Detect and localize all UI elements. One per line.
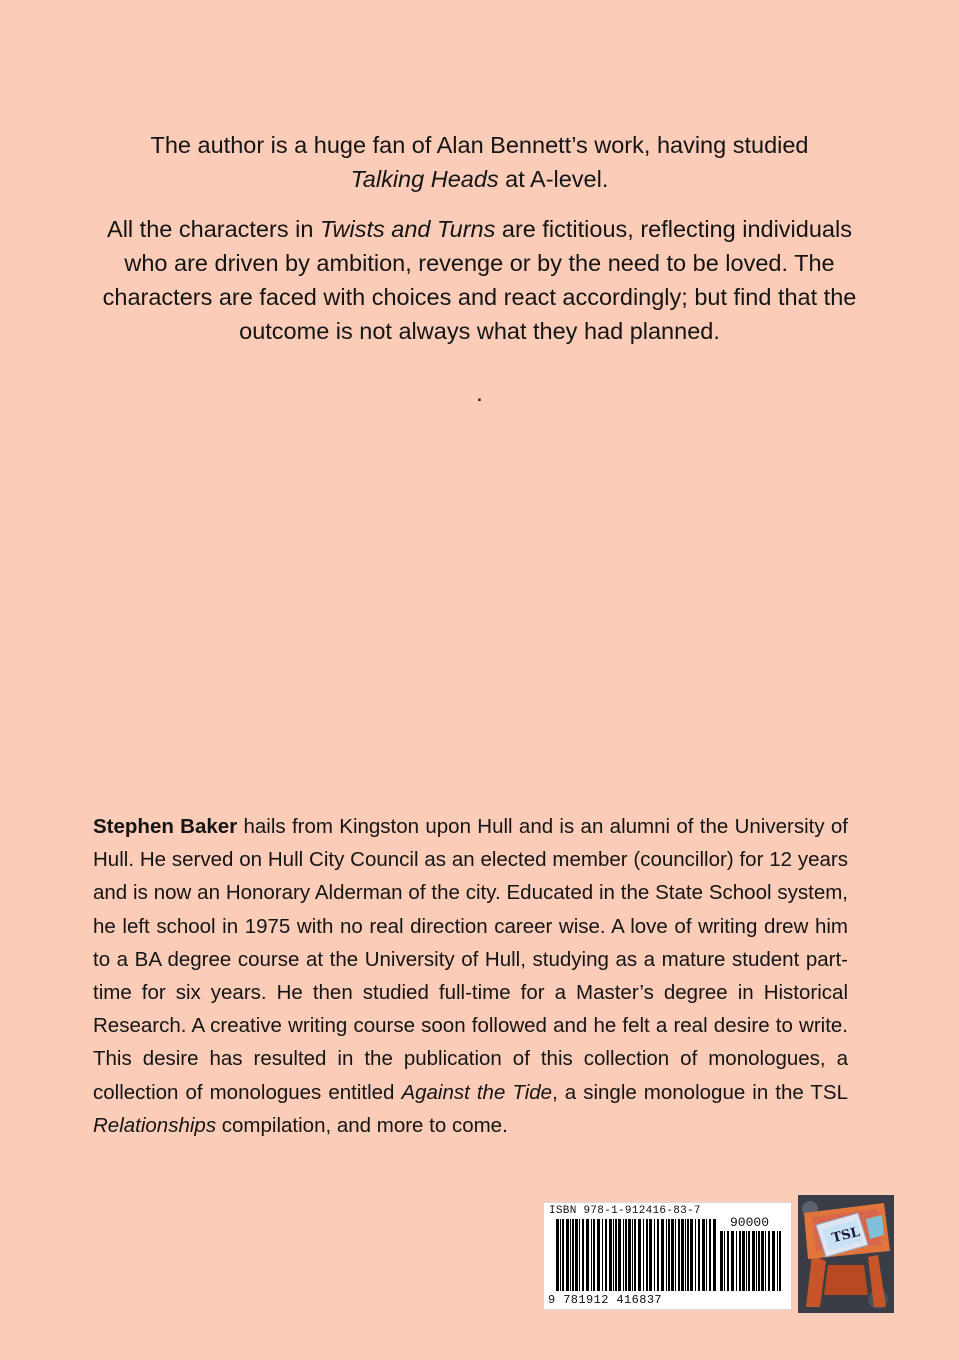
publisher-logo-art — [798, 1195, 894, 1313]
isbn-barcode — [543, 1202, 792, 1310]
barcode-addon-bar — [736, 1231, 737, 1291]
barcode-bar — [634, 1219, 636, 1291]
bio-text-a: hails from Kingston upon Hull and is an alumni of the University of Hull. He served on Hull City Council as an elected member (councillor) for 12 years and is now an Honorary Alderman of the city. Educated in the State School system, he left school in 1975 with no real direction career wise. A love of writing drew him to a BA degree course at the University of Hull, studying as a mature student part-time for six years. He then studied full-time for a Master’s degree in Historical Research. A creative writing course soon followed and he felt a real desire to write. This desire has resulted in the publication of this collection of monologues, a collection of monologues entitled — [93, 815, 848, 1104]
blurb-p1-text-a: The author is a huge fan of Alan Bennett’s work, having studied — [150, 132, 809, 158]
blurb-p2-text-b: are fictitious, reflecting individuals who are driven by ambition, revenge or by the need to be loved. The characters are faced with choices and react accordingly; but find that the outcome is not always what they had planned. — [102, 216, 857, 344]
barcode-bar — [556, 1219, 559, 1291]
barcode-bar — [623, 1219, 624, 1291]
barcode-bar — [687, 1219, 689, 1291]
blurb-dot: . — [476, 380, 483, 406]
blurb-paragraph-2 — [90, 212, 869, 348]
barcode-bar — [570, 1219, 571, 1291]
barcode-bar — [671, 1219, 674, 1291]
barcode-bar — [566, 1219, 569, 1291]
barcode-bar — [572, 1219, 574, 1291]
price-code: 90000 — [730, 1215, 770, 1230]
ean-digits: 9 781912 416837 — [548, 1293, 663, 1307]
blurb-p1-text-b: at A-level. — [498, 166, 609, 192]
barcode-addon-bar — [768, 1231, 770, 1291]
barcode-bar — [582, 1219, 584, 1291]
barcode-bar — [628, 1219, 631, 1291]
barcode-addon-bar — [761, 1231, 764, 1291]
barcode-bar — [560, 1219, 561, 1291]
barcode-bar — [646, 1219, 648, 1291]
barcode-bar — [562, 1219, 564, 1291]
barcode-bar — [657, 1219, 659, 1291]
barcode-bar — [613, 1219, 614, 1291]
barcode-addon-bar — [765, 1231, 766, 1291]
barcode-bar — [575, 1219, 578, 1291]
barcode-addon-bar — [742, 1231, 745, 1291]
barcode-bar — [638, 1219, 641, 1291]
barcode-bar — [702, 1219, 705, 1291]
barcode-bar — [706, 1219, 707, 1291]
barcode-addon-bar — [752, 1231, 755, 1291]
barcode-bar — [678, 1219, 680, 1291]
barcode-addon-bar — [772, 1231, 775, 1291]
barcode-bar — [695, 1219, 696, 1291]
barcode-bar — [675, 1219, 676, 1291]
barcode-bar — [618, 1219, 621, 1291]
back-cover-blurb — [90, 128, 869, 426]
barcode-bar — [602, 1219, 603, 1291]
barcode-bar — [668, 1219, 670, 1291]
barcode-bar — [654, 1219, 655, 1291]
blurb-paragraph-1 — [90, 128, 869, 196]
barcode-bars — [556, 1219, 716, 1303]
barcode-bar — [632, 1219, 633, 1291]
barcode-bar — [615, 1219, 617, 1291]
barcode-addon-bar — [739, 1231, 741, 1291]
bio-title-against-the-tide: Against the Tide — [401, 1080, 553, 1104]
author-bio — [93, 810, 848, 1142]
barcode-bar — [597, 1219, 600, 1291]
barcode-bar — [649, 1219, 652, 1291]
bio-text-c: compilation, and more to come. — [216, 1113, 508, 1137]
bio-text-b: , a single monologue in the TSL — [552, 1080, 848, 1104]
barcode-addon-bar — [758, 1231, 760, 1291]
barcode-addon-bar — [724, 1231, 725, 1291]
barcode-addon-bar — [746, 1231, 747, 1291]
barcode-bar — [698, 1219, 700, 1291]
barcode-bar — [609, 1219, 612, 1291]
barcode-bar — [579, 1219, 580, 1291]
barcode-bar — [591, 1219, 592, 1291]
isbn-label: ISBN 978-1-912416-83-7 — [549, 1205, 701, 1217]
barcode-bar — [661, 1219, 664, 1291]
barcode-addon-bar — [779, 1231, 781, 1291]
barcode-bar — [666, 1219, 667, 1291]
blurb-p2-text-a: All the characters in — [107, 216, 320, 242]
barcode-bar — [685, 1219, 686, 1291]
barcode-addon-bar — [720, 1231, 723, 1291]
barcode-bar — [586, 1219, 589, 1291]
barcode-bar — [681, 1219, 684, 1291]
barcode-bar — [605, 1219, 607, 1291]
barcode-bar — [625, 1219, 627, 1291]
publisher-logo-text: TSL — [830, 1224, 862, 1247]
barcode-addon-bar — [748, 1231, 750, 1291]
barcode-addon-bar — [727, 1231, 729, 1291]
author-name: Stephen Baker — [93, 815, 238, 838]
barcode-bar — [709, 1219, 711, 1291]
barcode-addon-bar — [777, 1231, 778, 1291]
barcode-bar — [690, 1219, 693, 1291]
blurb-p2-title: Twists and Turns — [319, 216, 496, 242]
publisher-logo — [798, 1195, 894, 1313]
barcode-bar — [643, 1219, 644, 1291]
barcode-addon-bars — [720, 1231, 782, 1291]
barcode-addon-bar — [756, 1231, 757, 1291]
barcode-bar — [593, 1219, 595, 1291]
barcode-addon-bar — [731, 1231, 734, 1291]
bio-title-relationships: Relationships — [93, 1113, 217, 1137]
blurb-p1-title: Talking Heads — [350, 166, 499, 192]
barcode-bar — [713, 1219, 716, 1291]
